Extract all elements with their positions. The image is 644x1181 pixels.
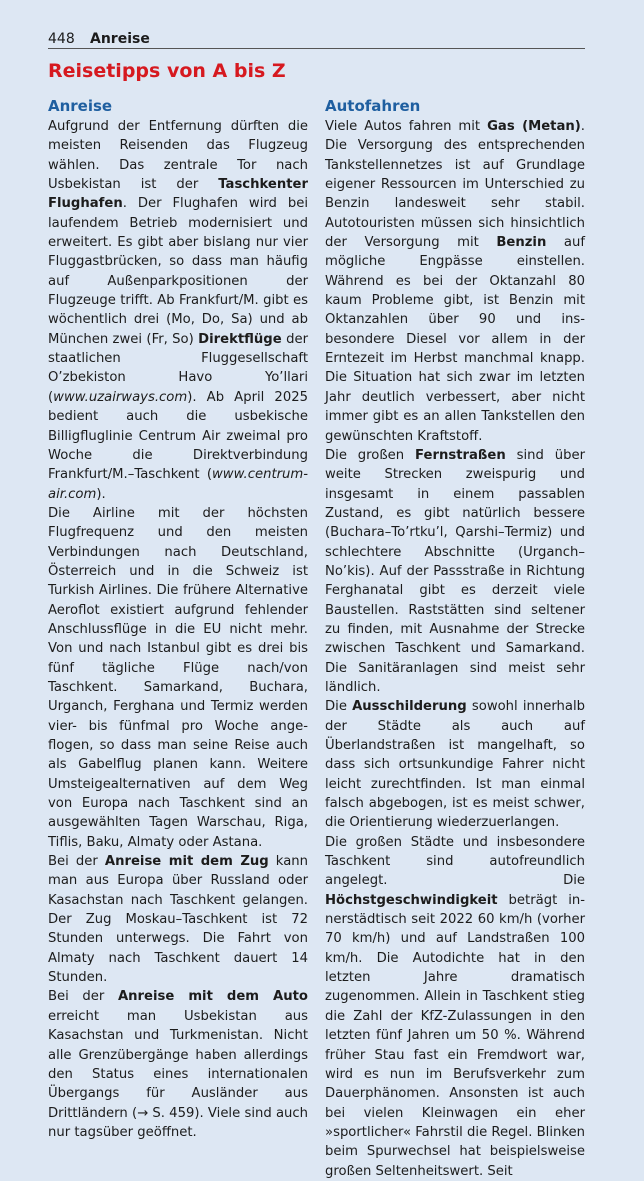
right-paragraph [325,446,585,697]
text-run: sowohl innerhalb der Städte als auch auf Überlandstraßen ist mangelhaft, so dass sich ortsunkundige Fahrer nicht leicht zurechtfinden. Ist man einmal falsch abgebogen, ist es meist schwer, die Orientierung wiederzuerlangen. [325,699,585,831]
bold-term: Taschkenter Flughafen [48,177,308,212]
page-header [48,30,585,49]
right-paragraph [325,117,585,446]
bold-term: Gas (Metan) [487,119,581,134]
text-run: Die Airline mit der höchsten Flugfrequenz und den meisten Verbindungen nach Deutschland, Österreich und in die Schweiz ist Turkish Airlines. Die frühere Alternative Aeroflot existiert aufgrund fehlender Anschlussflüge in die EU nicht mehr. Von und nach Istanbul gibt es drei bis fünf tägliche Flüge nach/von Taschkent. Samarkand, Buchara, Urganch, Ferghana und Termiz werden vier- bis fünfmal pro Woche angeflogen, so dass man seine Reise auch als Gabelflug planen kann. Weitere Umsteigealternativen auf dem Weg von Europa nach Taschkent sind an ausgewählten Tagen Warschau, Riga, Tiflis, Baku, Almaty oder Astana. [48,505,308,850]
right-paragraph [325,833,585,1181]
text-run: Viele Autos fahren mit [325,119,488,134]
left-column [48,96,308,1142]
text-run: Die großen [325,447,416,463]
text-run: Die großen Städte und insbesondere Taschkent sind autofreundlich angelegt. Die [325,834,585,889]
bold-term: Anreise mit dem Auto [117,989,308,1005]
bold-term: Fernstraßen [415,447,506,463]
right-paragraphs [325,117,585,1181]
text-run: ). Ab April 2025 bedient auch die usbekische Billigfluglinie Centrum Air zweimal pro Woche die Direktverbindung Frankfurt/M.–Taschkent ( [48,389,308,483]
text-run: kann man aus Europa über Russland oder Kasachstan nach Taschkent gelangen. Der Zug Moskau–Taschkent ist 72 Stunden unterwegs. Die Fahrt von Almaty nach Taschkent dauert 14 Stunden. [48,854,308,986]
section-heading-autofahren: Autofahren [325,97,421,115]
bold-term: Höchstgeschwindigkeit [325,892,498,908]
bold-term: Direktflüge [198,331,282,347]
running-title: Anreise [90,31,150,47]
bold-term: Anreise mit dem Zug [104,854,269,870]
right-column [325,96,585,1181]
text-run: Bei der [48,854,105,870]
text-run: beträgt innerstädtisch seit 2022 60 km/h (vorher 70 km/h) und auf Landstraßen 100 km/h. Die Autodichte hat in den letzten Jahre dramatisch zugenommen. Allein in Taschkent stieg die Zahl der KfZ-Zulassungen in den letzten fünf Jahren um 50 %. Während früher Stau fast ein Fremdwort war, wird es nun im Berufsverkehr zum Dauerphänomen. Ansonsten ist auch bei vielen Kleinwagen ein eher »sportlicher« Fahrstil die Regel. Blinken beim Spurwechsel hat beispielsweise großen Seltenheitswert. Seit [325,892,585,1179]
text-run: sind über weite Strecken zweispurig und insgesamt in einem passablen Zustand, es gibt natürlich bessere (Buchara–To’rtku’l, Qarshi–Termiz) und schlechtere Abschnitte (Urganch–No’kis). Auf der Passstraße in Richtung Ferghanatal gibt es derzeit viele Baustellen. Raststätten sind seltener zu finden, mit Ausnahme der Strecke zwischen Taschkent und Samarkand. Die Sanitäranlagen sind meist sehr ländlich. [325,447,585,695]
web-address: www.centrum-air.com [48,467,308,502]
right-paragraph [325,697,585,832]
text-run: ). [96,486,106,502]
left-paragraph [48,852,308,987]
page-title: Reisetipps von A bis Z [48,60,286,82]
web-address: www.uzairways.com [53,389,188,405]
bold-term: Ausschilderung [352,699,467,715]
left-paragraphs [48,117,308,1142]
text-run: . Die Versorgung des entsprechenden Tankstellennetzes ist auf Grundlage eigener Ressourcen im Unterschied zu Benzin landesweit sehr stabil. Autotouristen müssen sich hinsichtlich der Versorgung mit [325,119,585,251]
left-paragraph [48,117,308,504]
bold-term: Benzin [496,235,547,251]
text-run: Aufgrund der Entfernung dürften die meisten Reisenden das Flugzeug wählen. Das zentrale Tor nach Usbekistan ist der [48,119,308,193]
text-run: . Der Flughafen wird bei laufendem Betrieb modernisiert und erweitert. Es gibt aber bislang nur vier Fluggastbrücken, so dass man häufig auf Außenparkpositionen der Flugzeuge trifft. Ab Frankfurt/M. gibt es wöchentlich drei (Mo, Do, Sa) und ab München zwei (Fr, So) [48,196,308,347]
left-paragraph [48,504,308,852]
section-heading-anreise: Anreise [48,97,113,115]
left-paragraph [48,987,308,1142]
text-run: Die [325,699,353,715]
text-run: Bei der [48,989,118,1005]
text-run: erreicht man Usbekistan aus Kasachstan und Turkmenistan. Nicht alle Grenzübergänge haben allerdings den Status eines internationalen Übergangs für Ausländer aus Drittländern (→ S. 459). Viele sind auch nur tagsüber geöffnet. [48,1008,308,1140]
text-run: auf mögliche Engpässe einstellen. Während es bei der Oktanzahl 80 kaum Probleme gibt, ist Benzin mit Oktanzahlen über 90 und insbesondere Diesel vor allem in der Erntezeit im Herbst manchmal knapp. Die Situation hat sich zwar im letzten Jahr deutlich verbessert, aber nicht immer gibt es an allen Tankstellen den gewünschten Kraftstoff. [325,235,585,444]
page-number: 448 [48,31,75,47]
text-run: der staatlichen Fluggesellschaft O’zbekiston Havo Yo’llari ( [48,331,308,405]
